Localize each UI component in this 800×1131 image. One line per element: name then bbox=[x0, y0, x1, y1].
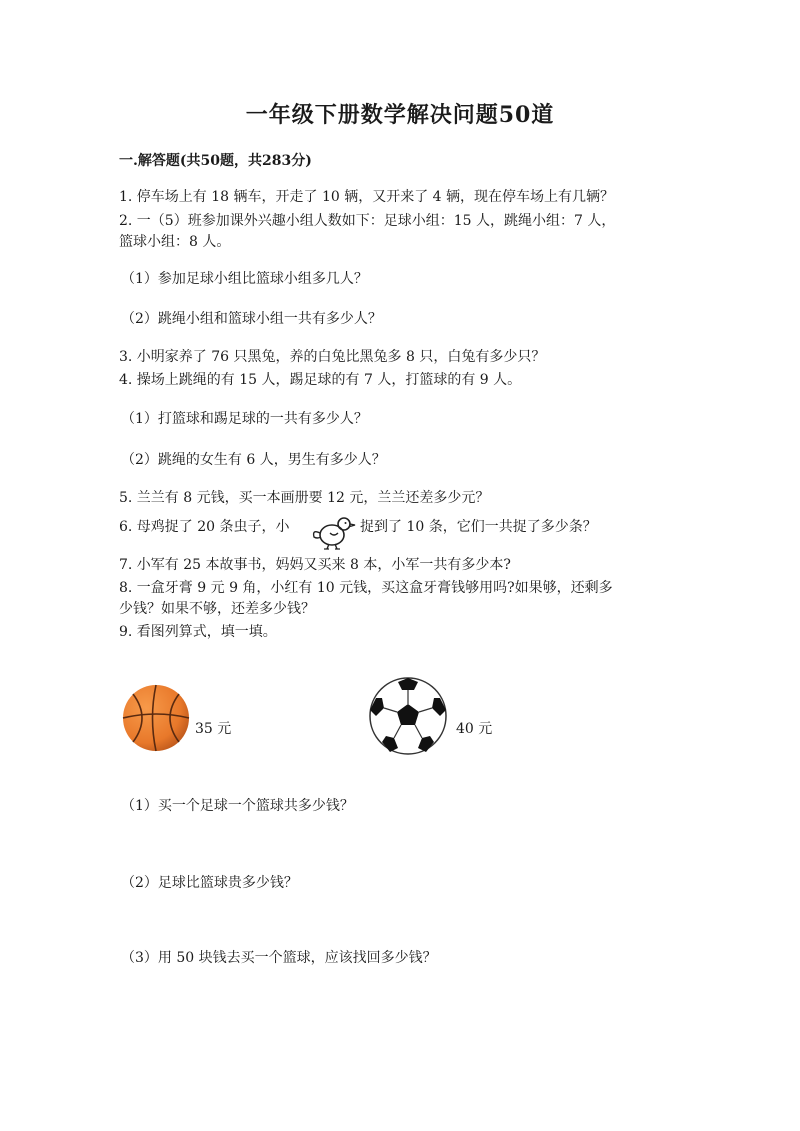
question-9-sub-3: （3）用 50 块钱去买一个篮球，应该找回多少钱？ bbox=[121, 950, 437, 966]
question-1: 1. 停车场上有 18 辆车，开走了 10 辆，又开来了 4 辆，现在停车场上有几辆？ bbox=[119, 189, 615, 205]
question-5: 5. 兰兰有 8 元钱，买一本画册要 12 元，兰兰还差多少元？ bbox=[119, 490, 490, 506]
question-2-sub-2: （2）跳绳小组和篮球小组一共有多少人？ bbox=[121, 311, 382, 327]
question-4-sub-2: （2）跳绳的女生有 6 人，男生有多少人？ bbox=[121, 452, 386, 468]
question-3: 3. 小明家养了 76 只黑兔，养的白兔比黑兔多 8 只，白兔有多少只？ bbox=[119, 349, 546, 365]
question-9-sub-2: （2）足球比篮球贵多少钱？ bbox=[121, 875, 298, 891]
question-2-line-1: 2. 一（5）班参加课外兴趣小组人数如下：足球小组：15 人，跳绳小组：7 人， bbox=[119, 213, 616, 229]
question-2-sub-1: （1）参加足球小组比篮球小组多几人？ bbox=[121, 271, 368, 287]
question-8-line-1: 8. 一盒牙膏 9 元 9 角，小红有 10 元钱，买这盒牙膏钱够用吗?如果够，还剩多 bbox=[119, 580, 613, 596]
chick-icon bbox=[308, 513, 358, 551]
question-4: 4. 操场上跳绳的有 15 人，踢足球的有 7 人，打篮球的有 9 人。 bbox=[119, 372, 522, 388]
question-9-sub-1: （1）买一个足球一个篮球共多少钱？ bbox=[121, 798, 354, 814]
basketball-price: 35 元 bbox=[195, 721, 232, 737]
soccer-ball-icon bbox=[368, 676, 448, 756]
question-9: 9. 看图列算式，填一填。 bbox=[119, 624, 277, 640]
question-6-part-1: 6. 母鸡捉了 20 条虫子，小 bbox=[119, 519, 290, 535]
question-4-sub-1: （1）打篮球和踢足球的一共有多少人？ bbox=[121, 411, 368, 427]
question-6-part-2: 捉到了 10 条，它们一共捉了多少条？ bbox=[360, 519, 597, 535]
question-2-line-2: 篮球小组：8 人。 bbox=[119, 234, 231, 250]
section-heading: 一.解答题(共50题，共283分) bbox=[119, 153, 312, 169]
question-7: 7. 小军有 25 本故事书，妈妈又买来 8 本，小军一共有多少本? bbox=[119, 557, 511, 573]
basketball-icon bbox=[121, 682, 191, 754]
page-title: 一年级下册数学解决问题50道 bbox=[245, 102, 555, 128]
question-8-line-2: 少钱？如果不够，还差多少钱？ bbox=[119, 601, 315, 617]
soccer-price: 40 元 bbox=[456, 721, 493, 737]
